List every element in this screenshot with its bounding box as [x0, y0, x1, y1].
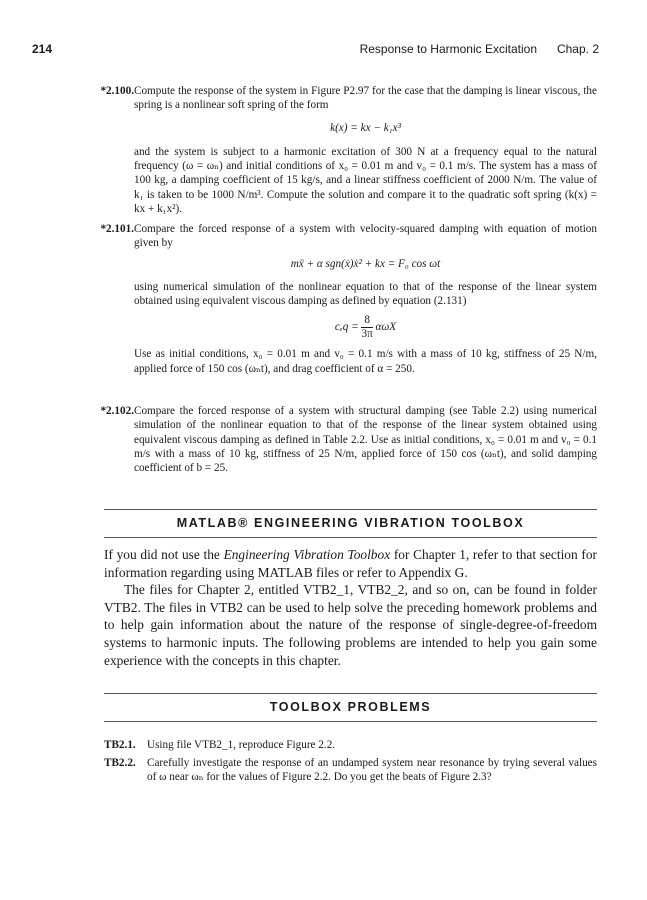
ceq-rhs: αωX [375, 321, 397, 334]
section-rule-bottom [104, 721, 597, 722]
ceq-equation [134, 314, 597, 341]
matlab-paragraph-1: If you did not use the Engineering Vibration Toolbox for Chapter 1, refer to that section for information regarding using MATLAB files or refer to Appendix G. [104, 547, 597, 580]
problem-body-2: Use as initial conditions, x₀ = 0.01 m and v₀ = 0.1 m/s with a mass of 10 kg, stiffness of 25 N/m, applied force of 150 cos (ωₙt), and drag coefficient of α = 250. [134, 348, 597, 375]
problem-number: *2.102. [100, 405, 134, 417]
matlab-section-text [104, 546, 597, 669]
problem-equation: k(x) = kx − k₁x³ [330, 121, 401, 134]
problem-body: using numerical simulation of the nonlinear equation to that of the response of the linear system obtained using equivalent viscous damping as defined by equation (2.131) [134, 280, 597, 308]
page-number: 214 [32, 42, 53, 56]
ceq-numerator: 8 [361, 314, 372, 328]
problem-intro: Compute the response of the system in Figure P2.97 for the case that the damping is linear viscous, the spring is a nonlinear soft spring of the form [134, 85, 597, 112]
problem-text: Carefully investigate the response of an undamped system near resonance by trying several values of ω near ωₙ for the values of Figure 2.2. Do you get the beats of Figure 2.3? [147, 757, 597, 784]
toolbox-section-heading: TOOLBOX PROBLEMS [269, 700, 432, 714]
section-rule-top [104, 693, 597, 694]
section-rule-bottom [104, 537, 597, 538]
problem-number: *2.100. [100, 85, 134, 97]
chapter-label: Chap. 2 [556, 42, 599, 56]
problem-number: TB2.2. [104, 757, 136, 769]
matlab-paragraph-2: The files for Chapter 2, entitled VTB2_1, VTB2_2, and so on, can be found in folder VTB2. The files in VTB2 can be used to help solve the preceding homework problems and to help gain information about the nature of the response of single-degree-of-freedom systems to harmonic inputs. The following problems are intended to help you gain some experience with the concepts in this chapter. [104, 582, 597, 668]
problem-body: and the system is subject to a harmonic excitation of 300 N at a frequency equal to the natural frequency (ω = ωₙ) and initial conditions of x₀ = 0.01 m and v₀ = 0.1 m/s. The system has a mass of 100 kg, a damping coefficient of 15 kg/s, and a linear stiffness coefficient of 2000 N/m. The value of k₁ is taken to be 1000 N/m³. Compute the solution and compare it to the quadratic soft spring (k(x) = kx + k₁x²). [134, 145, 597, 216]
matlab-section-heading: MATLAB® ENGINEERING VIBRATION TOOLBOX [176, 516, 525, 530]
problem-number: TB2.1. [104, 739, 136, 751]
problem-body: Compare the forced response of a system with structural damping (see Table 2.2) using numerical simulation of the nonlinear equation to that of the response of the linear system obtained using equivalent viscous damping as defined in Table 2.2. Use as initial conditions, x₀ = 0.01 m and v₀ = 0.1 m/s with a mass of 10 kg, stiffness of 25 N/m, applied force of 150 cos (ωₙt), and solid damping coefficient of b = 25. [134, 405, 597, 475]
problem-text: Using file VTB2_1, reproduce Figure 2.2. [147, 739, 336, 751]
problem-intro: Compare the forced response of a system with velocity-squared damping with equation of motion given by [134, 223, 597, 250]
section-rule-top [104, 509, 597, 510]
running-head [32, 42, 599, 58]
ceq-lhs: cₑq = [334, 321, 359, 334]
ceq-fraction [361, 314, 372, 341]
ceq-denominator: 3π [361, 328, 373, 341]
running-title: Response to Harmonic Excitation [359, 42, 537, 56]
toolbox-title: Engineering Vibration Toolbox [223, 547, 391, 562]
problem-number: *2.101. [100, 223, 134, 235]
problem-equation: mẍ + α sgn(ẋ)ẋ² + kx = F₀ cos ωt [290, 257, 441, 270]
